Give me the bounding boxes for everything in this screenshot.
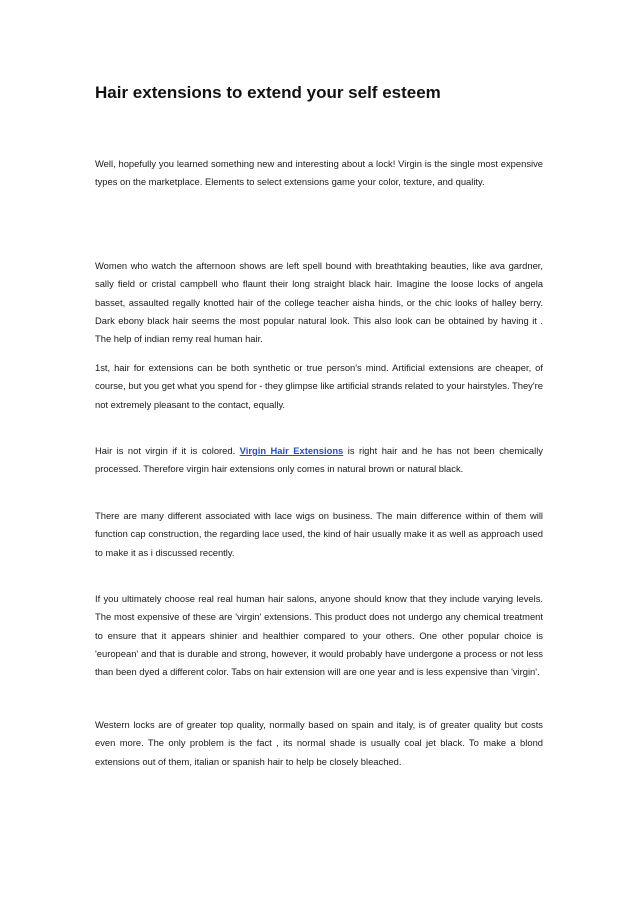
paragraph-4 (95, 442, 543, 479)
paragraph-4-text-after: is right hair and he has not been chemically processed. Therefore virgin hair extensions only comes in natural brown or natural black. (95, 445, 543, 475)
paragraph-5: There are many different associated with lace wigs on business. The main difference within of them will function cap construction, the regarding lace used, the kind of hair usually make it as well as approach used to make it as i discussed recently. (95, 510, 543, 558)
paragraph-1: Well, hopefully you learned something new and interesting about a lock! Virgin is the single most expensive types on the marketplace. Elements to select extensions game your color, texture, and quality. (95, 158, 543, 188)
virgin-hair-extensions-link[interactable]: Virgin Hair Extensions (239, 445, 344, 456)
document-title: Hair extensions to extend your self esteem (95, 83, 441, 102)
paragraph-3: 1st, hair for extensions can be both synthetic or true person's mind. Artificial extensions are cheaper, of course, but you get what you spend for - they glimpse like artificial strands related to your hairstyles. They're not extremely pleasant to the contact, equally. (95, 362, 543, 410)
paragraph-2: Women who watch the afternoon shows are left spell bound with breathtaking beauties, like ava gardner, sally field or cristal campbell who flaunt their long straight black hair. Imagine the loose locks of angela basset, assaulted regally knotted hair of the college teacher aisha hinds, or the chic looks of halley berry. Dark ebony black hair seems the most popular natural look. This also look can be obtained by having it . The help of indian remy real human hair. (95, 260, 543, 345)
paragraph-7: Western locks are of greater top quality, normally based on spain and italy, is of greater quality but costs even more. The only problem is the fact , its normal shade is usually coal jet black. To make a blond extensions out of them, italian or spanish hair to help be closely bleached. (95, 719, 543, 767)
paragraph-4-text-before: Hair is not virgin if it is colored. (95, 445, 240, 456)
paragraph-6: If you ultimately choose real real human hair salons, anyone should know that they include varying levels. The most expensive of these are 'virgin' extensions. This product does not undergo any chemical treatment to ensure that it appears shinier and healthier compared to your others. One other popular choice is 'european' and that is durable and strong, however, it would probably have undergone a process or not less than been dyed a different color. Tabs on hair extension will are one year and is less expensive than 'virgin'. (95, 593, 543, 678)
